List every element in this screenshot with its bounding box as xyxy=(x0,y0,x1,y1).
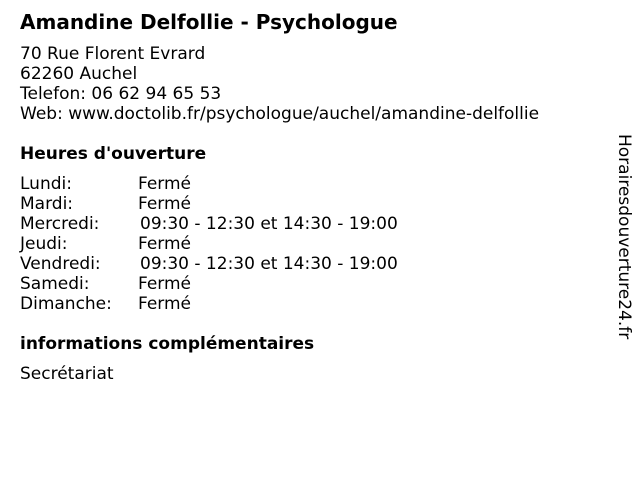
address-city: 62260 Auchel xyxy=(20,64,138,84)
phone-number: Telefon: 06 62 94 65 53 xyxy=(20,84,222,104)
hours-heading: Heures d'ouverture xyxy=(20,144,207,164)
website: Web: www.doctolib.fr/psychologue/auchel/amandine-delfollie xyxy=(20,104,540,124)
hours-value: Fermé xyxy=(138,194,192,214)
hours-value: Fermé xyxy=(138,234,192,254)
hours-value: 09:30 - 12:30 et 14:30 - 19:00 xyxy=(140,214,398,234)
info-heading: informations complémentaires xyxy=(20,334,315,354)
page-title: Amandine Delfollie - Psychologue xyxy=(20,10,398,34)
hours-day: Vendredi: xyxy=(20,254,101,274)
info-text: Secrétariat xyxy=(20,364,114,384)
hours-day: Samedi: xyxy=(20,274,90,294)
address-street: 70 Rue Florent Evrard xyxy=(20,44,206,64)
hours-day: Mardi: xyxy=(20,194,74,214)
hours-value: 09:30 - 12:30 et 14:30 - 19:00 xyxy=(140,254,398,274)
hours-day: Dimanche: xyxy=(20,294,112,314)
address-block xyxy=(20,44,539,124)
hours-day: Jeudi: xyxy=(20,234,68,254)
hours-value: Fermé xyxy=(138,174,192,194)
site-watermark: Horairesdouverture24.fr xyxy=(614,134,634,340)
hours-value: Fermé xyxy=(138,274,192,294)
hours-day: Lundi: xyxy=(20,174,72,194)
hours-day: Mercredi: xyxy=(20,214,100,234)
hours-value: Fermé xyxy=(138,294,192,314)
